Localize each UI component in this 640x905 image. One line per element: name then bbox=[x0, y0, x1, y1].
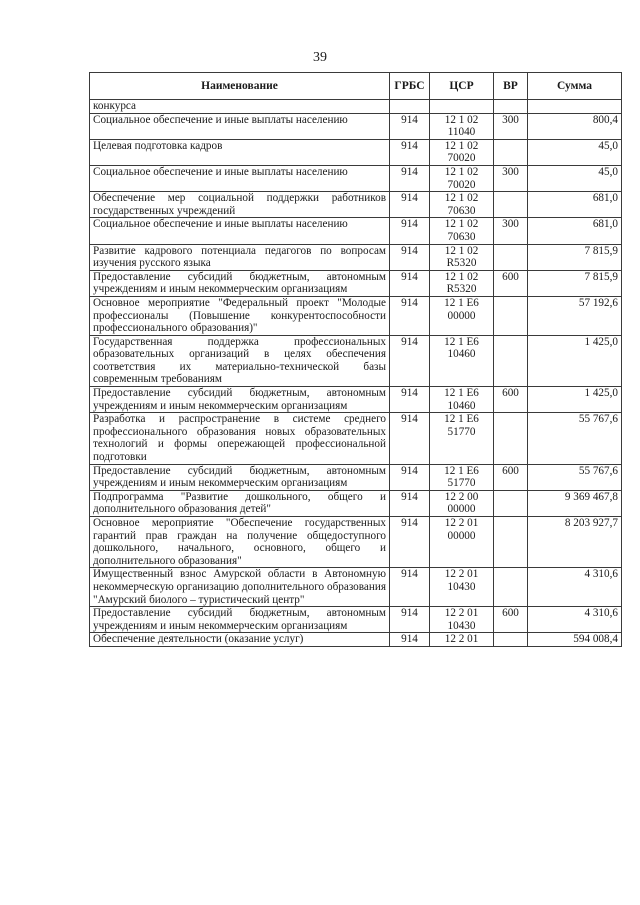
csr-code-part2: 10460 bbox=[447, 348, 476, 361]
csr-code-part1: 12 2 01 bbox=[444, 517, 479, 529]
row-grbs-cell: 914 bbox=[390, 244, 430, 270]
csr-code-part1: 12 1 02 bbox=[444, 139, 479, 152]
row-grbs-cell: 914 bbox=[390, 192, 430, 218]
header-name: Наименование bbox=[90, 73, 390, 100]
table-row bbox=[90, 100, 622, 114]
csr-code-part2: R5320 bbox=[446, 283, 477, 296]
table-row bbox=[90, 296, 622, 335]
row-grbs-cell: 914 bbox=[390, 490, 430, 516]
row-grbs-cell: 914 bbox=[390, 335, 430, 386]
header-vr: ВР bbox=[494, 73, 528, 100]
row-name-cell: Предоставление субсидий бюджетным, автономным учреждениям и иным некоммерческим организациям bbox=[90, 607, 390, 633]
budget-table bbox=[89, 72, 622, 647]
row-csr-cell bbox=[430, 296, 494, 335]
row-sum-cell: 4 310,6 bbox=[528, 607, 622, 633]
row-name-cell: Предоставление субсидий бюджетным, автономным учреждениям и иным некоммерческим организациям bbox=[90, 387, 390, 413]
csr-code-part1: 12 2 01 bbox=[444, 568, 479, 581]
table-row bbox=[90, 192, 622, 218]
csr-code-part1: 12 2 01 bbox=[444, 607, 479, 620]
row-grbs-cell bbox=[390, 100, 430, 114]
row-csr-cell bbox=[430, 165, 494, 191]
table-row bbox=[90, 218, 622, 244]
table-row bbox=[90, 633, 622, 647]
table-row bbox=[90, 244, 622, 270]
csr-code-part1: 12 1 02 bbox=[444, 192, 479, 205]
csr-code-part2: 51770 bbox=[447, 425, 476, 438]
row-sum-cell: 9 369 467,8 bbox=[528, 490, 622, 516]
row-sum-cell: 55 767,6 bbox=[528, 464, 622, 490]
row-sum-cell: 800,4 bbox=[528, 113, 622, 139]
csr-code-part2: 00000 bbox=[447, 529, 476, 542]
row-name-cell: Подпрограмма "Развитие дошкольного, общего и дополнительного образования детей" bbox=[90, 490, 390, 516]
row-grbs-cell: 914 bbox=[390, 413, 430, 464]
row-name-cell: Целевая подготовка кадров bbox=[90, 139, 390, 165]
table-row bbox=[90, 270, 622, 296]
row-csr-cell bbox=[430, 218, 494, 244]
header-csr: ЦСР bbox=[430, 73, 494, 100]
row-grbs-cell: 914 bbox=[390, 296, 430, 335]
table-body bbox=[90, 100, 622, 647]
row-csr-cell bbox=[430, 139, 494, 165]
row-sum-cell: 7 815,9 bbox=[528, 270, 622, 296]
row-vr-cell: 300 bbox=[494, 218, 528, 244]
row-sum-cell: 57 192,6 bbox=[528, 296, 622, 335]
row-sum-cell bbox=[528, 100, 622, 114]
row-name-cell: конкурса bbox=[90, 100, 390, 114]
row-vr-cell bbox=[494, 192, 528, 218]
header-grbs: ГРБС bbox=[390, 73, 430, 100]
row-name-cell: Основное мероприятие "Обеспечение государственных гарантий прав граждан на получение общедоступного дошкольного, начального, основного, общего и дополнительного образования" bbox=[90, 517, 390, 568]
row-grbs-cell: 914 bbox=[390, 218, 430, 244]
csr-code-part2: 10460 bbox=[447, 399, 476, 412]
row-grbs-cell: 914 bbox=[390, 464, 430, 490]
row-grbs-cell: 914 bbox=[390, 607, 430, 633]
row-grbs-cell: 914 bbox=[390, 113, 430, 139]
row-name-cell: Предоставление субсидий бюджетным, автономным учреждениям и иным некоммерческим организациям bbox=[90, 270, 390, 296]
table-row bbox=[90, 387, 622, 413]
row-grbs-cell: 914 bbox=[390, 568, 430, 607]
csr-code-part1: 12 1 02 bbox=[444, 270, 479, 283]
row-sum-cell: 7 815,9 bbox=[528, 244, 622, 270]
row-vr-cell bbox=[494, 139, 528, 165]
csr-code-part2: 10430 bbox=[447, 619, 476, 632]
page-number: 39 bbox=[313, 50, 327, 65]
row-csr-cell bbox=[430, 633, 494, 647]
row-sum-cell: 4 310,6 bbox=[528, 568, 622, 607]
row-vr-cell bbox=[494, 335, 528, 386]
row-csr-cell bbox=[430, 607, 494, 633]
row-vr-cell: 600 bbox=[494, 607, 528, 633]
row-grbs-cell: 914 bbox=[390, 633, 430, 647]
csr-code-part1: 12 1 02 bbox=[444, 244, 479, 257]
header-sum: Сумма bbox=[528, 73, 622, 100]
csr-code-part2: R5320 bbox=[446, 257, 477, 270]
row-sum-cell: 681,0 bbox=[528, 192, 622, 218]
csr-code-part2: 00000 bbox=[447, 309, 476, 322]
csr-code-part1: 12 1 Е6 bbox=[444, 296, 479, 309]
csr-code-part2: 00000 bbox=[447, 503, 476, 516]
row-vr-cell bbox=[494, 490, 528, 516]
csr-code-part1: 12 1 Е6 bbox=[444, 335, 479, 348]
csr-code-part1: 12 1 Е6 bbox=[444, 413, 479, 426]
row-csr-cell bbox=[430, 100, 494, 114]
row-name-cell: Государственная поддержка профессиональных образовательных организаций в целях обеспечения соответствия их материально-технической базы современным требованиям bbox=[90, 335, 390, 386]
row-csr-cell bbox=[430, 244, 494, 270]
row-name-cell: Основное мероприятие "Федеральный проект "Молодые профессионалы (Повышение конкурентоспособности профессионального образования)" bbox=[90, 296, 390, 335]
table-row bbox=[90, 413, 622, 464]
row-vr-cell bbox=[494, 633, 528, 647]
csr-code-part1: 12 1 Е6 bbox=[444, 387, 479, 400]
row-vr-cell bbox=[494, 517, 528, 568]
table-row bbox=[90, 113, 622, 139]
csr-code-part2: 10430 bbox=[447, 580, 476, 593]
table-row bbox=[90, 490, 622, 516]
row-vr-cell: 600 bbox=[494, 387, 528, 413]
row-vr-cell bbox=[494, 413, 528, 464]
csr-code-part2: 70630 bbox=[447, 204, 476, 217]
csr-code-part1: 12 1 Е6 bbox=[444, 464, 479, 477]
row-grbs-cell: 914 bbox=[390, 270, 430, 296]
row-name-cell: Разработка и распространение в системе среднего профессионального образования новых образовательных технологий и формы опережающей профессиональной подготовки bbox=[90, 413, 390, 464]
csr-code-part1: 12 1 02 bbox=[444, 165, 479, 178]
csr-code-part2: 70630 bbox=[447, 230, 476, 243]
row-vr-cell: 300 bbox=[494, 165, 528, 191]
row-name-cell: Социальное обеспечение и иные выплаты населению bbox=[90, 113, 390, 139]
table-row bbox=[90, 517, 622, 568]
row-csr-cell bbox=[430, 192, 494, 218]
row-vr-cell: 300 bbox=[494, 113, 528, 139]
row-vr-cell: 600 bbox=[494, 464, 528, 490]
row-sum-cell: 45,0 bbox=[528, 165, 622, 191]
row-csr-cell bbox=[430, 113, 494, 139]
row-grbs-cell: 914 bbox=[390, 517, 430, 568]
row-vr-cell bbox=[494, 296, 528, 335]
row-grbs-cell: 914 bbox=[390, 387, 430, 413]
row-csr-cell bbox=[430, 517, 494, 568]
row-csr-cell bbox=[430, 335, 494, 386]
row-vr-cell: 600 bbox=[494, 270, 528, 296]
row-sum-cell: 55 767,6 bbox=[528, 413, 622, 464]
table-row bbox=[90, 464, 622, 490]
row-sum-cell: 45,0 bbox=[528, 139, 622, 165]
row-csr-cell bbox=[430, 464, 494, 490]
row-sum-cell: 594 008,4 bbox=[528, 633, 622, 647]
row-vr-cell bbox=[494, 568, 528, 607]
row-name-cell: Социальное обеспечение и иные выплаты населению bbox=[90, 165, 390, 191]
row-sum-cell: 1 425,0 bbox=[528, 387, 622, 413]
row-name-cell: Развитие кадрового потенциала педагогов по вопросам изучения русского языка bbox=[90, 244, 390, 270]
row-sum-cell: 681,0 bbox=[528, 218, 622, 244]
table-row bbox=[90, 607, 622, 633]
table-row bbox=[90, 139, 622, 165]
table-header-row bbox=[90, 73, 622, 100]
row-csr-cell bbox=[430, 270, 494, 296]
row-name-cell: Обеспечение мер социальной поддержки работников государственных учреждений bbox=[90, 192, 390, 218]
table-row bbox=[90, 335, 622, 386]
row-csr-cell bbox=[430, 490, 494, 516]
row-grbs-cell: 914 bbox=[390, 139, 430, 165]
csr-code-part1: 12 1 02 bbox=[444, 218, 479, 231]
row-grbs-cell: 914 bbox=[390, 165, 430, 191]
csr-code-part2: 70020 bbox=[447, 152, 476, 165]
row-name-cell: Обеспечение деятельности (оказание услуг) bbox=[90, 633, 390, 647]
row-sum-cell: 8 203 927,7 bbox=[528, 517, 622, 568]
row-name-cell: Имущественный взнос Амурской области в Автономную некоммерческую организацию дополнительного образования "Амурский биолого – туристический центр" bbox=[90, 568, 390, 607]
row-csr-cell bbox=[430, 413, 494, 464]
csr-code-part1: 12 2 01 bbox=[444, 633, 479, 646]
table-row bbox=[90, 165, 622, 191]
row-csr-cell bbox=[430, 387, 494, 413]
csr-code-part2: 51770 bbox=[447, 477, 476, 490]
row-csr-cell bbox=[430, 568, 494, 607]
row-vr-cell bbox=[494, 244, 528, 270]
csr-code-part1: 12 2 00 bbox=[444, 490, 479, 503]
row-name-cell: Социальное обеспечение и иные выплаты населению bbox=[90, 218, 390, 244]
row-name-cell: Предоставление субсидий бюджетным, автономным учреждениям и иным некоммерческим организациям bbox=[90, 464, 390, 490]
csr-code-part2: 70020 bbox=[447, 178, 476, 191]
csr-code-part2: 11040 bbox=[447, 126, 476, 139]
row-sum-cell: 1 425,0 bbox=[528, 335, 622, 386]
row-vr-cell bbox=[494, 100, 528, 114]
table-row bbox=[90, 568, 622, 607]
csr-code-part1: 12 1 02 bbox=[444, 113, 479, 126]
